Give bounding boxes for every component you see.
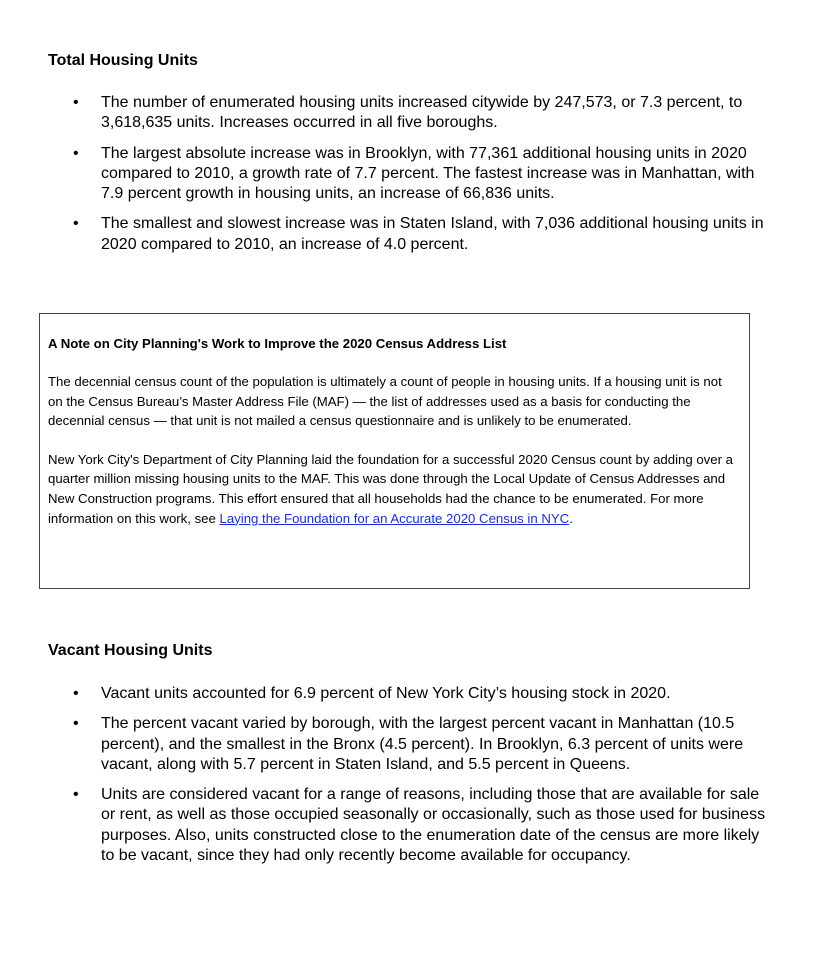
census-foundation-link[interactable]: Laying the Foundation for an Accurate 2020 Census in NYC (219, 510, 570, 526)
note-title: A Note on City Planning's Work to Improve the 2020 Census Address List (48, 336, 507, 351)
note-box (39, 313, 750, 589)
bullet-text: The largest absolute increase was in Brooklyn, with 77,361 additional housing units in 2020 compared to 2010, a growth rate of 7.7 percent. The fastest increase was in Manhattan, with 7.9 percent growth in housing units, an increase of 66,836 units. (101, 144, 755, 203)
bullet-icon: • (73, 715, 79, 733)
note-paragraph-2-end: . (569, 510, 573, 526)
list-item (0, 144, 827, 205)
bullet-text: The smallest and slowest increase was in Staten Island, with 7,036 additional housing units in 2020 compared to 2010, an increase of 4.0 percent. (101, 215, 764, 253)
vacant-housing-bullet-list (0, 684, 827, 876)
bullet-text: Vacant units accounted for 6.9 percent of New York City’s housing stock in 2020. (101, 685, 671, 702)
bullet-text: The number of enumerated housing units increased citywide by 247,573, or 7.3 percent, to 3,618,635 units. Increases occurred in all five boroughs. (101, 94, 743, 132)
bullet-text: Units are considered vacant for a range of reasons, including those that are available for sale or rent, as well as those occupied seasonally or occasionally, such as those used for business purposes. Also, units constructed close to the enumeration date of the census are more likely to be vacant, since they had only recently become available for occupancy. (101, 786, 766, 865)
bullet-icon: • (73, 215, 79, 233)
list-item (0, 714, 827, 775)
note-paragraph-2 (48, 450, 739, 528)
list-item (0, 684, 827, 704)
total-housing-heading: Total Housing Units (48, 52, 198, 69)
bullet-icon: • (73, 685, 79, 702)
vacant-housing-heading: Vacant Housing Units (48, 642, 213, 659)
list-item (0, 93, 827, 134)
note-paragraph-2-text: New York City's Department of City Planning laid the foundation for a successful 2020 Census count by adding over a quarter million missing housing units to the MAF. This was done through the Local Update of Census Addresses and New Construction programs. This effort ensured that all households had the chance to be enumerated. For more information on this work, see (48, 451, 733, 526)
bullet-icon: • (73, 94, 79, 111)
bullet-text: The percent vacant varied by borough, with the largest percent vacant in Manhattan (10.5 percent), and the smallest in the Bronx (4.5 percent). In Brooklyn, 6.3 percent of units were vacant, along with 5.7 percent in Staten Island, and 5.5 percent in Queens. (101, 715, 744, 773)
note-paragraph-1: The decennial census count of the population is ultimately a count of people in housing units. If a housing unit is not on the Census Bureau’s Master Address File (MAF) — the list of addresses used as a basis for conducting the decennial census — that unit is not mailed a census questionnaire and is unlikely to be enumerated. (48, 374, 722, 429)
total-housing-bullet-list (0, 93, 827, 265)
list-item (0, 214, 827, 255)
bullet-icon: • (73, 786, 79, 804)
list-item (0, 785, 827, 866)
bullet-icon: • (73, 144, 79, 162)
